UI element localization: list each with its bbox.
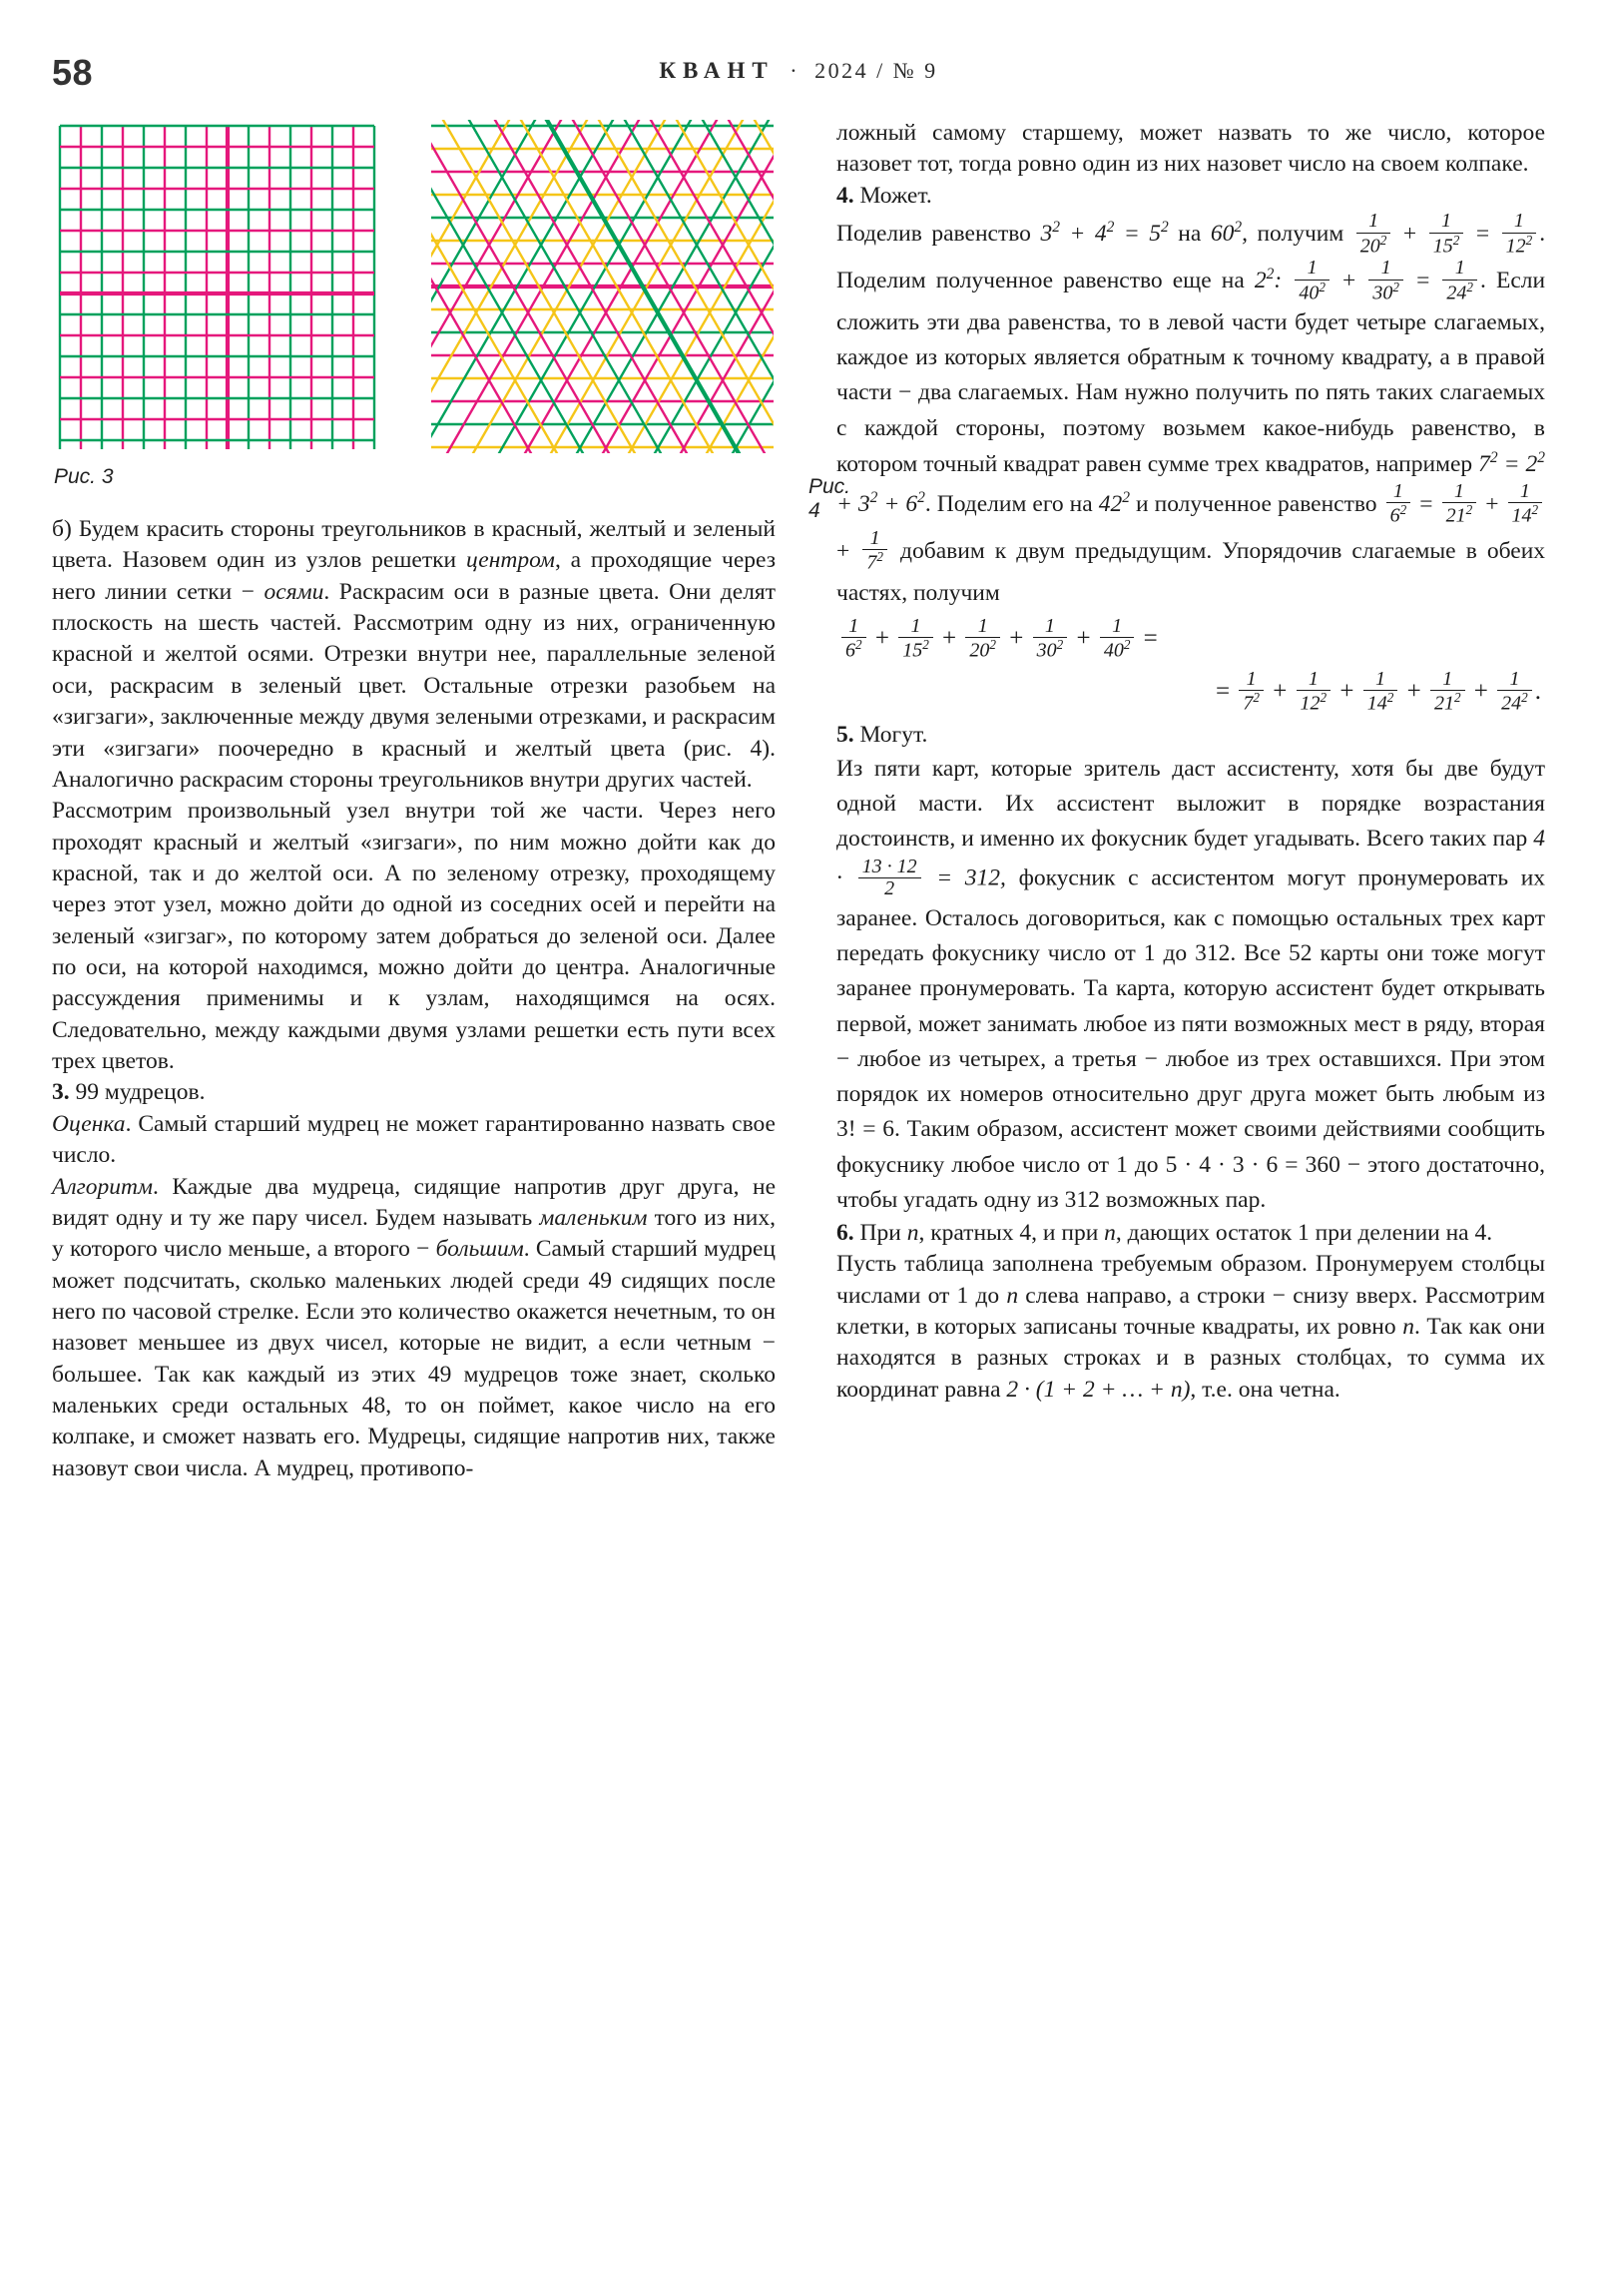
answer-3-text: 99 мудрецов. <box>75 1079 206 1106</box>
paragraph-b: б) Будем красить стороны треугольников в красный, желтый и зеленый цвета. Назовем один из узлов решетки центром, а проходящие через него линии сетки − осями. Раскрасим оси в разные цвета. Они делят плоскость на шесть частей. Рассмотрим одну из них, ограниченную красной и желтой осями. Отрезки внутри нее, параллельные зеленой оси, раскрасим в зеленый цвет. Остальные отрезки разобьем на «зигзаги», заключенные между двумя зелеными отрезками, и раскрасим эти «зигзаги» поочередно в красный и желтый цвета (рис. 4). Аналогично раскрасим стороны треугольников внутри других частей. <box>52 516 776 793</box>
disp-fraction-10: $\frac{1}{24^2}$ <box>1497 669 1532 716</box>
disp-plus-1: + <box>874 624 889 652</box>
s4-plus-1: + <box>1402 220 1417 247</box>
s4-fraction-9: $\frac{1}{14^2}$ <box>1508 481 1543 528</box>
answer-4-number: 4. <box>836 182 854 209</box>
paragraph-node-argument: Рассмотрим произвольный узел внутри той же части. Через него проходят красный и желтый «зигзаги», по ним можно дойти как до красной, так и до желтой оси. А по зеленому отрезку, проходящему через этот узел, можно дойти до одной из соседних осей и перейти на зеленый «зигзаг», по которому затем добраться до зеленой оси. Далее по оси, на которой находимся, можно дойти до центра. Аналогичные рассуждения применимы и к узлам, находящимся на осях. Следовательно, между каждыми двумя узлами решетки есть пути всех трех цветов. <box>52 798 776 1075</box>
answer-5-number: 5. <box>836 722 854 749</box>
s4-word-1: Поделив <box>836 220 922 247</box>
disp-plus-4: + <box>1076 624 1091 652</box>
disp-equals: = <box>1143 624 1158 652</box>
page-header <box>0 30 1597 93</box>
s4-plus-4: + <box>836 537 850 564</box>
s4-fraction-8: $\frac{1}{21^2}$ <box>1442 481 1477 528</box>
s5-text-1: Из пяти карт, которые зритель даст ассистенту, хотя бы две будут одной масти. Их ассистент выложит в порядке возрастания достоинств, и именно их фокусник будет угадывать. Всего таких пар <box>836 755 1545 853</box>
s4-fraction-7: $\frac{1}{6^2}$ <box>1386 481 1411 528</box>
answer-3-number: 3. <box>52 1079 70 1106</box>
algorithm-paragraph: Алгоритм. Каждые два мудреца, сидящие напротив друг друга, не видят одну и ту же пару чисел. Будем называть маленьким того из них, у которого число меньше, а второго − большим. Самый старший мудрец может подсчитать, сколько маленьких людей среди 49 сидящих после него по часовой стрелке. Если это количество окажется нечетным, то он назовет меньшее из двух чисел, которые не видит, а если четным − большее. Так как каждый из этих 49 мудрецов тоже знает, сколько маленьких среди остальных 48, то он поймет, какое число на его колпаке, и сможет назвать его. Мудрецы, сидящие напротив них, также назовут свои числа. А мудрец, противопо- <box>52 1173 776 1481</box>
s4-plus-2: + <box>1342 267 1356 293</box>
figure-4 <box>429 118 851 522</box>
s4-fraction-3: $\frac{1}{12^2}$ <box>1502 211 1537 258</box>
disp-plus-2: + <box>942 624 957 652</box>
figure-3-graphic <box>52 118 396 457</box>
estimate-paragraph <box>52 1109 776 1172</box>
s4-fraction-2: $\frac{1}{15^2}$ <box>1429 211 1464 258</box>
s4-divisor-1: $60^2$, <box>1210 219 1248 247</box>
disp-fraction-9: $\frac{1}{21^2}$ <box>1430 669 1465 716</box>
s5-result: = 312, <box>936 864 1006 891</box>
disp-fraction-8: $\frac{1}{14^2}$ <box>1363 669 1398 716</box>
answer-6-number: 6. <box>836 1220 854 1247</box>
s4-fraction-10: $\frac{1}{7^2}$ <box>862 528 887 575</box>
running-head <box>0 58 1597 84</box>
disp-equals-2: = <box>1215 677 1231 705</box>
s5-text-2: фокусник с ассистентом могут пронумеровать их заранее. Осталось договориться, как с помощью остальных трех карт передать фокуснику число от 1 до 312. Все 52 карты они тоже могут заранее пронумеровать. Та карта, которую ассистент будет открывать первой, может занимать любое из пяти возможных мест в ряду, вторая − любое из четырех, а третья − любое из трех оставшихся. При этом порядок их номеров относительно друг друга может быть любым из 3! = 6. Таким образом, ассистент может своими действиями сообщить фокуснику любое число от 1 до 5 · 4 · 3 · 6 = 360 − этого достаточно, чтобы угадать одну из 312 возможных пар. <box>836 864 1546 1213</box>
disp-fraction-4: $\frac{1}{30^2}$ <box>1033 616 1068 663</box>
answer-3 <box>52 1077 776 1108</box>
s4-fraction-1: $\frac{1}{20^2}$ <box>1356 211 1391 258</box>
s4-divisor-3: $42^2$ <box>1098 488 1130 517</box>
left-column <box>52 118 851 1484</box>
figure-4-graphic <box>429 118 776 467</box>
right-column <box>836 118 1545 1406</box>
journal-title: КВАНТ <box>659 58 775 83</box>
disp-fraction-3: $\frac{1}{20^2}$ <box>965 616 1000 663</box>
s5-fraction: $\frac{13 \cdot 12}{2}$ <box>858 857 921 900</box>
disp-plus-3: + <box>1009 624 1024 652</box>
disp-fraction-2: $\frac{1}{15^2}$ <box>898 616 933 663</box>
s4-text-2: . Если сложить эти два равенства, то в левой части будет четыре слагаемых, каждое из которых является обратным к точному квадрату, а в правой части − два слагаемых. Нам нужно получить по пять таких слагаемых с каждой стороны, поэтому возьмем какое-нибудь равенство, в котором точный квадрат равен сумме трех квадратов, например <box>836 267 1546 477</box>
page-number: 58 <box>52 52 94 93</box>
running-head-separator: · <box>790 58 799 83</box>
disp-fraction-5: $\frac{1}{40^2}$ <box>1100 616 1135 663</box>
disp-plus-6: + <box>1339 677 1354 705</box>
issue-label: 2024 / № 9 <box>814 58 938 83</box>
display-equation-right-side <box>836 667 1545 717</box>
solution-5-body <box>836 752 1545 1218</box>
s4-fraction-5: $\frac{1}{30^2}$ <box>1368 258 1403 304</box>
s4-divisor-2: $2^2$: <box>1254 265 1283 293</box>
solution-6-body: Пусть таблица заполнена требуемым образом. Пронумеруем столбцы числами от 1 до n слева направо, а строки − снизу вверх. Рассмотрим клетки, в которых записаны точные квадраты, их ровно n. Так как они находятся в разных строках и в разных столбцах, то сумма их координат равна 2 · (1 + 2 + … + n), т.е. она четна. <box>836 1251 1545 1403</box>
s4-word-5: на <box>1221 267 1245 293</box>
answer-4 <box>836 181 1545 212</box>
s4-equals-1: = <box>1475 220 1490 247</box>
carryover-paragraph: ложный самому старшему, может назвать то же число, которое назовет тот, тогда ровно один из них назовет число на своем колпаке. <box>836 120 1545 178</box>
disp-fraction-1: $\frac{1}{6^2}$ <box>841 616 866 663</box>
s5-factor: 4 · <box>836 826 1546 891</box>
s4-word-2: равенство <box>931 220 1031 247</box>
s4-plus-3: + <box>1485 490 1499 517</box>
algorithm-label: Алгоритм <box>52 1173 153 1200</box>
s4-equals-3: = <box>1419 490 1433 517</box>
display-equation-left-side <box>836 614 1545 664</box>
s4-text-1: . Поделим полученное равенство еще <box>836 220 1546 293</box>
estimate-label: Оценка <box>52 1110 126 1137</box>
figure-4-caption: Рис. 4 <box>808 475 851 522</box>
figure-3 <box>52 118 396 488</box>
s4-text-3: . Поделим его на <box>924 490 1093 517</box>
answer-5 <box>836 720 1545 751</box>
s4-fraction-6: $\frac{1}{24^2}$ <box>1442 258 1477 304</box>
answer-4-text: Может. <box>859 182 932 209</box>
s4-text-4: и полученное равенство <box>1136 490 1377 517</box>
disp-period: . <box>1534 677 1541 705</box>
s4-equals-2: = <box>1416 267 1430 293</box>
answer-5-text: Могут. <box>859 722 928 749</box>
figures-row <box>52 118 851 522</box>
s4-word-4: получим <box>1257 220 1344 247</box>
answer-6: 6. При n, кратных 4, и при n, дающих остаток 1 при делении на 4. <box>836 1220 1493 1247</box>
s4-fraction-4: $\frac{1}{40^2}$ <box>1295 258 1330 304</box>
s4-equation-2: $7^2 = 2^2 + 3^2 + 6^2$ <box>836 448 1545 517</box>
disp-fraction-7: $\frac{1}{12^2}$ <box>1297 669 1331 716</box>
disp-plus-7: + <box>1406 677 1421 705</box>
disp-plus-5: + <box>1273 677 1288 705</box>
disp-plus-8: + <box>1473 677 1488 705</box>
s4-text-5: добавим к двум предыдущим. Упорядочив слагаемые в обеих частях, получим <box>836 537 1546 606</box>
solution-4-body <box>836 212 1545 611</box>
figure-3-caption: Рис. 3 <box>54 465 114 488</box>
disp-fraction-6: $\frac{1}{7^2}$ <box>1239 669 1264 716</box>
s4-word-3: на <box>1178 220 1202 247</box>
estimate-text: . Самый старший мудрец не может гарантированно назвать свое число. <box>52 1110 776 1169</box>
s4-equation-1: $3^2 + 4^2 = 5^2$ <box>1040 219 1169 247</box>
